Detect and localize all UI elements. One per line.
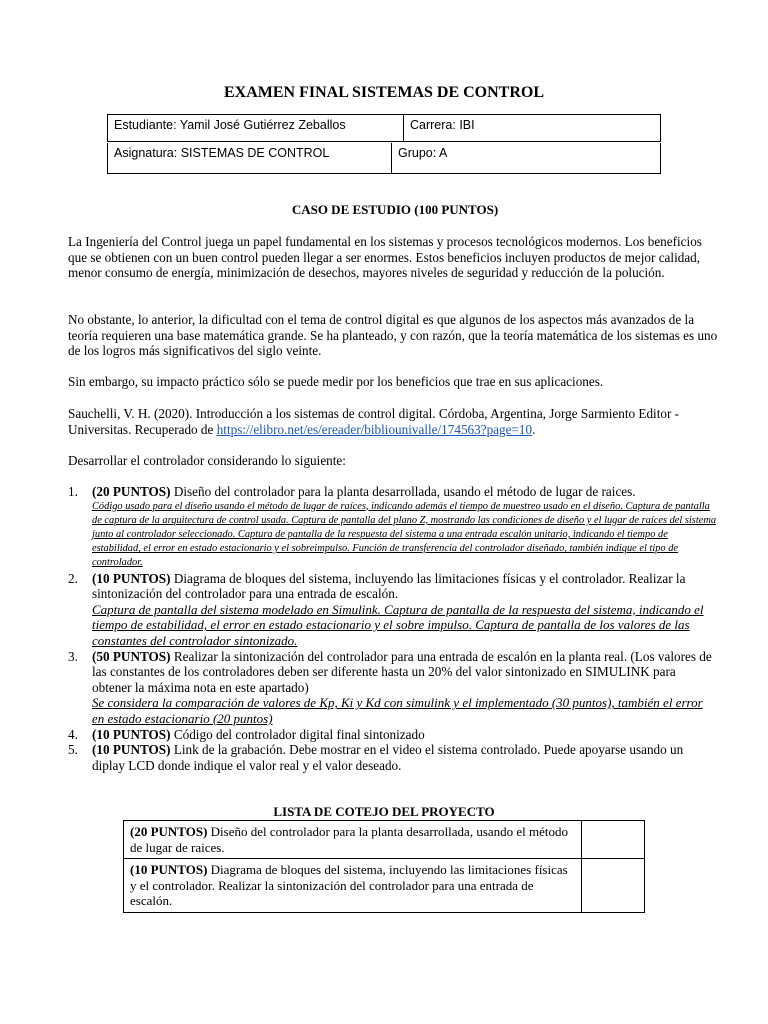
list-item [68,571,718,649]
paragraph-intro: La Ingeniería del Control juega un papel fundamental en los sistemas y procesos tecnológicos modernos. Los beneficios que se obtienen con un buen control pueden llegar a ser enormes. Estos beneficios incluyen productos de mejor calidad, menor consumo de energía, minimización de desechos, mayores niveles de seguridad y reducción de la polución. [68,234,702,281]
list-item [68,727,718,743]
reference-text: Sauchelli, V. H. (2020). Introducción a los sistemas de control digital. Córdoba, Argentina, Jorge Sarmiento Editor - Universitas. Recuperado de [68,406,680,437]
item-note: Se considera la comparación de valores de Kp, Ki y Kd con simulink y el implementado (30 puntos), también el error en estado estacionario (20 puntos) [92,695,703,726]
page-title: EXAMEN FINAL SISTEMAS DE CONTROL [223,84,545,101]
item-number: 1. [68,484,78,499]
item-points: (50 PUNTOS) [92,648,171,664]
list-item [68,484,718,571]
item-points: (10 PUNTOS) [92,726,171,742]
item-text: Realizar la sintonización del controlador para una entrada de escalón en la planta real. (Los valores de las constantes de los controladores deben ser diferente hasta un 20% del valor sintonizado en SIMULINK para obtener la máxima nota en este apartado) [92,648,712,695]
list-item [68,649,718,727]
reference-end: . [532,421,536,437]
table-row [124,859,645,913]
checklist-title: LISTA DE COTEJO DEL PROYECTO [273,804,495,819]
item-number: 5. [68,742,78,758]
checklist-points: (10 PUNTOS) [130,862,208,878]
item-number: 4. [68,726,78,742]
paragraph-reference [68,406,718,437]
career-cell: Carrera: IBI [404,115,661,142]
item-note: Captura de pantalla del sistema modelado en Simulink. Captura de pantalla de la respuesta del sistema, indicando el tiempo de estabilidad, el error en estado estacionario y el sobre impulso. Captura de pantalla de los valores de las constantes del controlador sintonizado. [92,601,704,648]
item-number: 3. [68,648,78,664]
checklist-score-box[interactable] [582,821,645,859]
checklist-item [124,821,582,859]
checklist-points: (20 PUNTOS) [130,824,208,839]
group-cell: Grupo: A [392,143,661,173]
item-text: Link de la grabación. Debe mostrar en el video el sistema controlado. Puede apoyarse usando un diplay LCD donde indique el valor real y el valor deseado. [92,742,684,773]
subject-info-table [107,143,661,174]
checklist-text: Diagrama de bloques del sistema, incluyendo las limitaciones físicas y el controlador. Realizar la sintonización del controlador para una entrada de escalón. [130,862,568,909]
item-points: (10 PUNTOS) [92,742,171,758]
paragraph-impact: Sin embargo, su impacto práctico sólo se puede medir por los beneficios que trae en sus aplicaciones. [68,374,604,389]
checklist-text: Diseño del controlador para la planta desarrollada, usando el método de lugar de raices. [130,824,569,855]
item-note: Código usado para el diseño usando el método de lugar de raíces, indicando además el tiempo de muestreo usado en el diseño. Captura de pantalla de captura de la arquitectura de control usada. Captura de pantalla del plano Z, mostrando las condiciones de diseño y el lugar de raíces del sistema junto al controlador seleccionado. Captura de pantalla de la respuesta del sistema a una entrada escalón unitario, indicando el tiempo de estabilidad, el error en estado estacionario y el sobreimpulso. Función de transferencia del controlador diseñado, también indique el tipo de controlador. [92,500,717,569]
student-info-table [107,114,661,142]
item-text: Código del controlador digital final sintonizado [170,726,425,742]
item-number: 2. [68,570,78,586]
item-points: (10 PUNTOS) [92,570,171,586]
list-item [68,742,718,773]
item-text: Diseño del controlador para la planta desarrollada, usando el método de lugar de raices. [170,484,636,499]
checklist-score-box[interactable] [582,859,645,913]
subject-cell: Asignatura: SISTEMAS DE CONTROL [108,143,392,173]
task-list [68,484,718,773]
table-row [124,821,645,859]
checklist-table [123,820,645,913]
case-study-title: CASO DE ESTUDIO (100 PUNTOS) [291,202,499,217]
reference-link[interactable]: https://elibro.net/es/ereader/bibliounivalle/174563?page=10 [216,421,533,437]
paragraph-math: No obstante, lo anterior, la dificultad con el tema de control digital es que algunos de los aspectos más avanzados de la teoría requieren una base matemática grande. Se ha planteado, y con razón, que la teoría matemática de los sistemas es uno de los logros más significativos del siglo veinte. [68,312,718,359]
paragraph-instructions: Desarrollar el controlador considerando lo siguiente: [68,453,346,468]
student-name-cell: Estudiante: Yamil José Gutiérrez Zeballos [108,115,404,142]
checklist-item [124,859,582,913]
item-points: (20 PUNTOS) [92,484,171,499]
item-text: Diagrama de bloques del sistema, incluyendo las limitaciones físicas y el controlador. Realizar la sintonización del controlador para una entrada de escalón. [92,570,686,602]
